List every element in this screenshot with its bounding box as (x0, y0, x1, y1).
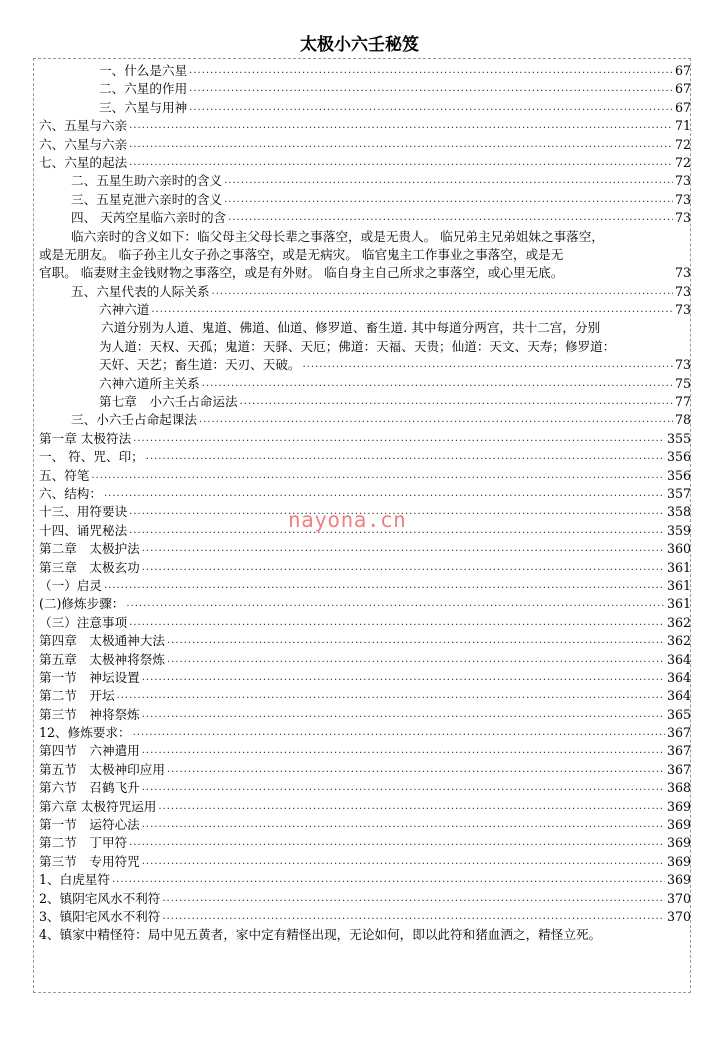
toc-leader-dots (240, 393, 673, 411)
toc-entry[interactable] (39, 724, 691, 742)
toc-entry-page: 73 (674, 283, 691, 299)
toc-entry[interactable] (39, 319, 691, 337)
toc-entry[interactable] (39, 264, 691, 282)
toc-entry-title: 一、 符、咒、印； (39, 449, 144, 465)
toc-entry-page: 369 (666, 872, 691, 888)
toc-entry-page: 359 (666, 522, 691, 538)
toc-leader-dots (189, 80, 673, 98)
toc-entry[interactable] (39, 301, 691, 319)
toc-entry-title: 六道分别为人道、鬼道、佛道、仙道、修罗道、畜生道. 其中每道分两宫，共十二宫，分别 (101, 320, 601, 336)
toc-leader-dots (565, 264, 673, 282)
toc-entry-title: 十四、诵咒秘法 (39, 522, 128, 538)
toc-entry[interactable] (39, 136, 691, 154)
toc-entry-title: （一）启灵 (39, 577, 102, 593)
toc-entry-page (689, 246, 691, 264)
toc-entry-title: 第七章 小六壬占命运法 (99, 394, 238, 410)
toc-entry-title: 天奸、天艺；畜生道：天刃、天破。 (99, 357, 301, 373)
toc-entry-title: 2、镇阴宅风水不利符 (39, 890, 161, 906)
table-of-contents (39, 62, 691, 945)
toc-entry[interactable] (39, 651, 691, 669)
toc-entry[interactable] (39, 393, 691, 411)
toc-entry-page: 361 (666, 596, 691, 612)
toc-leader-dots (142, 669, 665, 687)
toc-leader-dots (189, 99, 673, 117)
toc-entry-page: 71 (674, 118, 691, 134)
toc-leader-dots (142, 742, 665, 760)
toc-entry[interactable] (39, 209, 691, 227)
toc-leader-dots (129, 154, 673, 172)
toc-leader-dots (167, 632, 665, 650)
toc-entry-title: 第五节 太极神印应用 (39, 761, 165, 777)
toc-entry-title: 二、六星的作用 (99, 81, 188, 97)
toc-entry-page (689, 338, 691, 356)
toc-entry-page: 368 (666, 780, 691, 796)
toc-entry-page: 73 (674, 357, 691, 373)
toc-entry-page: 73 (674, 173, 691, 189)
toc-entry[interactable] (39, 99, 691, 117)
toc-leader-dots (603, 926, 689, 944)
toc-leader-dots (142, 540, 665, 558)
toc-entry-page (689, 228, 691, 246)
toc-leader-dots (565, 246, 689, 264)
toc-entry-page: 362 (666, 614, 691, 630)
toc-entry[interactable] (39, 687, 691, 705)
toc-entry-title: 第五章 太极神将祭炼 (39, 651, 165, 667)
toc-entry-title: 第四节 六神遣用 (39, 743, 140, 759)
toc-entry-title: 4、镇家中精怪符：局中见五黄者，家中定有精怪出现，无论如何，即以此符和猪血洒之，精怪立死。 (39, 927, 602, 943)
toc-entry-page: 361 (666, 559, 691, 575)
toc-entry-page: 370 (666, 890, 691, 906)
toc-entry[interactable] (39, 485, 691, 503)
toc-entry-page: 369 (666, 835, 691, 851)
toc-entry-title: 六神六道 (99, 302, 150, 318)
toc-entry[interactable] (39, 448, 691, 466)
toc-leader-dots (129, 136, 673, 154)
toc-entry[interactable] (39, 338, 691, 356)
toc-entry-page: 67 (674, 99, 691, 115)
toc-entry-title: 三、小六壬占命起课法 (71, 412, 197, 428)
toc-entry[interactable] (39, 614, 691, 632)
toc-leader-dots (228, 209, 673, 227)
toc-entry[interactable] (39, 283, 691, 301)
toc-entry-title: 七、六星的起法 (39, 154, 128, 170)
toc-leader-dots (104, 577, 665, 595)
toc-entry-page: 67 (674, 81, 691, 97)
toc-entry-title: 1、白虎星符 (39, 872, 110, 888)
toc-leader-dots (602, 319, 689, 337)
toc-leader-dots (133, 724, 665, 742)
toc-leader-dots (91, 467, 665, 485)
toc-leader-dots (142, 559, 665, 577)
toc-entry-page: 73 (674, 191, 691, 207)
toc-entry-title: 三、五星克泄六亲时的含义 (71, 191, 223, 207)
toc-entry-page: 365 (666, 706, 691, 722)
toc-entry-title: 第一章 太极符法 (39, 430, 132, 446)
toc-entry[interactable] (39, 816, 691, 834)
toc-leader-dots (142, 816, 665, 834)
toc-entry-title: 第二节 丁甲符 (39, 835, 128, 851)
toc-entry-page: 357 (666, 485, 691, 501)
toc-entry-page: 364 (666, 688, 691, 704)
toc-leader-dots (129, 614, 665, 632)
toc-entry[interactable] (39, 632, 691, 650)
toc-entry-title: 第一节 运符心法 (39, 817, 140, 833)
toc-leader-dots (142, 853, 665, 871)
toc-entry-title: 第二节 开坛 (39, 688, 115, 704)
toc-entry-title: (二)修炼步骤： (39, 596, 125, 612)
toc-entry[interactable] (39, 375, 691, 393)
toc-entry[interactable] (39, 411, 691, 429)
toc-entry-page (689, 319, 691, 337)
toc-entry-page: 72 (674, 136, 691, 152)
toc-entry[interactable] (39, 595, 691, 613)
toc-entry-title: 三、六星与用神 (99, 99, 188, 115)
toc-leader-dots (224, 191, 673, 209)
toc-entry[interactable] (39, 62, 691, 80)
toc-entry-title: 3、镇阳宅风水不利符 (39, 908, 161, 924)
toc-leader-dots (162, 908, 665, 926)
toc-entry-title: 临六亲时的含义如下：临父母主父母长辈之事落空，或是无贵人。 临兄弟主兄弟姐妹之事落空， (71, 228, 604, 244)
toc-entry-title: 第三章 太极玄功 (39, 559, 140, 575)
document-title: 太极小六壬秘笈 (300, 35, 419, 55)
toc-entry-title: 第一节 神坛设置 (39, 669, 140, 685)
toc-entry[interactable] (39, 669, 691, 687)
toc-entry-title: 第六节 召鹤飞升 (39, 780, 140, 796)
toc-entry-page: 358 (666, 504, 691, 520)
toc-entry-title: 或是无朋友。 临子孙主儿女子孙之事落空，或是无病灾。 临官鬼主工作事业之事落空，或是无 (39, 246, 564, 262)
toc-leader-dots (151, 301, 673, 319)
toc-entry-title: 第二章 太极护法 (39, 541, 140, 557)
toc-entry-title: 为人道：天权、天孤；鬼道：天驿、天厄；佛道：天福、天贵；仙道：天文、天寿；修罗道： (99, 338, 616, 354)
toc-entry-page: 362 (666, 633, 691, 649)
toc-entry[interactable] (39, 467, 691, 485)
toc-entry-page: 67 (674, 63, 691, 78)
toc-entry-title: 五、符笔 (39, 467, 90, 483)
toc-entry[interactable] (39, 246, 691, 264)
toc-entry-page: 72 (674, 154, 691, 170)
toc-entry[interactable] (39, 540, 691, 558)
toc-entry-page: 364 (666, 651, 691, 667)
toc-leader-dots (142, 779, 665, 797)
toc-entry-page: 356 (666, 467, 691, 483)
toc-entry-page: 360 (666, 541, 691, 557)
toc-leader-dots (112, 871, 665, 889)
toc-entry-title: 六、结构： (39, 485, 102, 501)
toc-leader-dots (146, 448, 665, 466)
toc-entry-page: 73 (674, 210, 691, 226)
toc-leader-dots (224, 172, 673, 190)
toc-entry[interactable] (39, 577, 691, 595)
toc-entry[interactable] (39, 117, 691, 135)
toc-leader-dots (133, 430, 665, 448)
toc-entry-title: 第三节 专用符咒 (39, 853, 140, 869)
toc-entry-page: 367 (666, 761, 691, 777)
toc-entry[interactable] (39, 798, 691, 816)
toc-entry[interactable] (39, 890, 691, 908)
toc-entry[interactable] (39, 908, 691, 926)
toc-entry-title: 第六章 太极符咒运用 (39, 798, 157, 814)
toc-entry-title: 一、什么是六星 (99, 63, 188, 78)
toc-leader-dots (199, 411, 673, 429)
toc-leader-dots (167, 651, 665, 669)
toc-entry-title: 二、五星生助六亲时的含义 (71, 173, 223, 189)
toc-entry-page: 77 (674, 394, 691, 410)
toc-entry-page: 364 (666, 669, 691, 685)
toc-entry[interactable] (39, 706, 691, 724)
toc-entry-page: 370 (666, 908, 691, 924)
toc-leader-dots (129, 117, 673, 135)
toc-leader-dots (167, 761, 665, 779)
toc-entry[interactable] (39, 761, 691, 779)
toc-entry[interactable] (39, 356, 691, 374)
toc-entry-page: 73 (674, 302, 691, 318)
toc-entry[interactable] (39, 834, 691, 852)
toc-entry-page: 367 (666, 743, 691, 759)
toc-entry-page: 73 (674, 265, 691, 281)
toc-entry-page: 356 (666, 449, 691, 465)
watermark-text: nayona.cn (288, 508, 407, 532)
toc-entry-title: （三）注意事项 (39, 614, 128, 630)
toc-leader-dots (126, 595, 665, 613)
toc-leader-dots (606, 228, 689, 246)
toc-entry[interactable] (39, 926, 691, 944)
toc-entry-title: 六神六道所主关系 (99, 375, 200, 391)
toc-entry[interactable] (39, 559, 691, 577)
toc-entry-title: 十三、用符要诀 (39, 504, 128, 520)
toc-entry-title: 第三节 神将祭炼 (39, 706, 140, 722)
toc-entry[interactable] (39, 191, 691, 209)
toc-entry-title: 六、五星与六亲 (39, 118, 128, 134)
toc-entry[interactable] (39, 228, 691, 246)
toc-leader-dots (212, 283, 673, 301)
toc-entry-title: 官职。 临妻财主金钱财物之事落空，或是有外财。 临自身主自己所求之事落空，或心里无底。 (39, 265, 564, 281)
toc-entry-page: 75 (674, 375, 691, 391)
toc-entry-page: 369 (666, 817, 691, 833)
toc-entry[interactable] (39, 80, 691, 98)
toc-entry[interactable] (39, 871, 691, 889)
toc-leader-dots (129, 834, 665, 852)
toc-entry[interactable] (39, 172, 691, 190)
toc-entry-page: 369 (666, 798, 691, 814)
toc-entry-page: 361 (666, 577, 691, 593)
toc-leader-dots (158, 798, 665, 816)
toc-entry[interactable] (39, 779, 691, 797)
toc-entry-page: 355 (666, 430, 691, 446)
toc-entry-page: 369 (666, 853, 691, 869)
toc-leader-dots (303, 356, 673, 374)
toc-entry-page: 367 (666, 725, 691, 741)
toc-entry[interactable] (39, 742, 691, 760)
toc-entry-page: 78 (674, 412, 691, 428)
toc-leader-dots (104, 485, 665, 503)
toc-entry-page (689, 926, 691, 944)
toc-leader-dots (162, 890, 665, 908)
toc-entry-title: 四、 天芮空星临六亲时的含 (71, 210, 227, 226)
toc-entry[interactable] (39, 154, 691, 172)
toc-entry-title: 12、修炼要求： (39, 725, 131, 741)
toc-entry[interactable] (39, 853, 691, 871)
toc-leader-dots (189, 62, 673, 80)
toc-leader-dots (202, 375, 673, 393)
toc-leader-dots (142, 706, 665, 724)
toc-entry-title: 六、六星与六亲 (39, 136, 128, 152)
toc-entry-title: 第四章 太极通神大法 (39, 633, 165, 649)
toc-entry-title: 五、六星代表的人际关系 (71, 283, 210, 299)
toc-leader-dots (117, 687, 665, 705)
toc-leader-dots (617, 338, 689, 356)
toc-entry[interactable] (39, 430, 691, 448)
